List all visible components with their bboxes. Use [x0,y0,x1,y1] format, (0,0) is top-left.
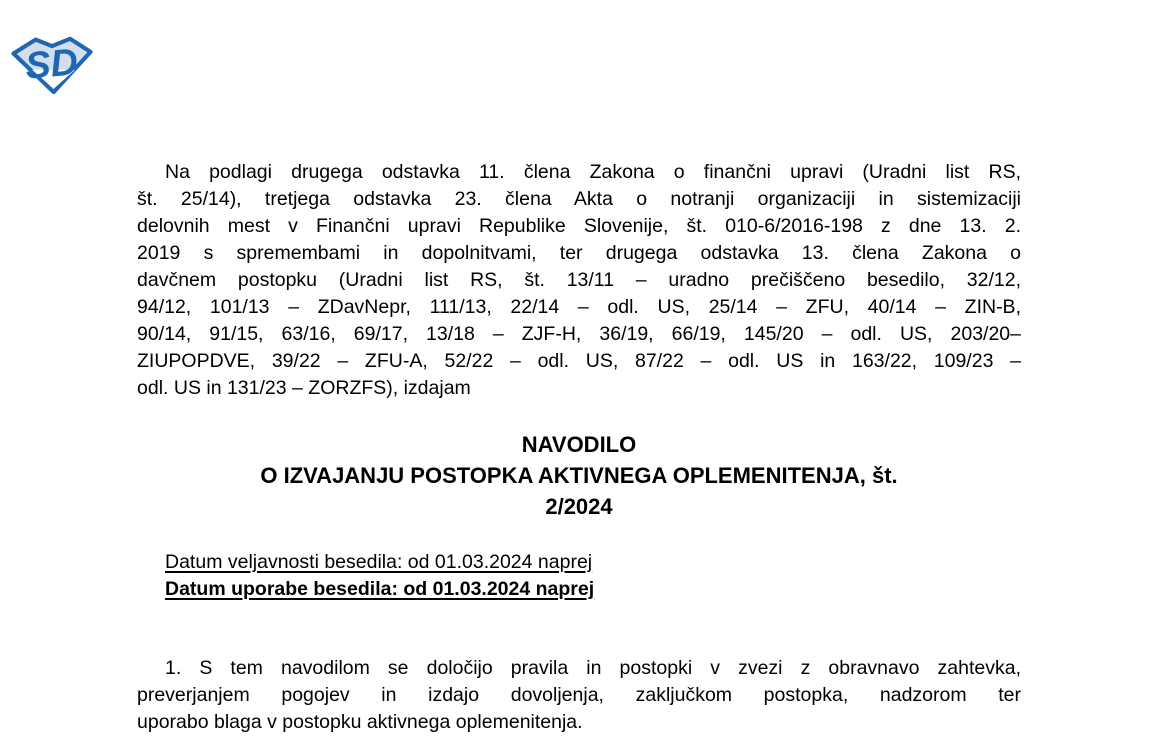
text-line: preverjanjem pogojev in izdajo dovoljenja, zaključkom postopka, nadzorom ter [137,684,1021,706]
text-line: št. 25/14), tretjega odstavka 23. člena Akta o notranji organizaciji in sistemizaciji [137,188,1021,210]
title-line: NAVODILO [521,432,637,457]
sd-logo-icon [11,36,93,94]
logo-letters: SD [23,40,80,87]
text-line: 94/12, 101/13 – ZDavNepr, 111/13, 22/14 – odl. US, 25/14 – ZFU, 40/14 – ZIN-B, [137,296,1021,318]
document-body [137,159,1021,736]
title-line: O IZVAJANJU POSTOPKA AKTIVNEGA OPLEMENITENJA, št. [260,463,898,488]
text-line: davčnem postopku (Uradni list RS, št. 13/11 – uradno prečiščeno besedilo, 32/12, [137,269,1021,291]
section-1-paragraph [137,655,1021,736]
validity-dates [165,549,1021,603]
text-line: 1. S tem navodilom se določijo pravila in postopki v zvezi z obravnavo zahtevka, [165,657,1021,679]
text-line: odl. US in 131/23 – ZORZFS), izdajam [137,377,471,399]
text-line: Na podlagi drugega odstavka 11. člena Zakona o finančni upravi (Uradni list RS, [165,161,1021,183]
document-title [137,429,1021,522]
text-line: delovnih mest v Finančni upravi Republike Slovenije, št. 010-6/2016-198 z dne 13. 2. [137,215,1021,237]
usage-date-line: Datum uporabe besedila: od 01.03.2024 naprej [165,578,595,600]
title-line: 2/2024 [545,494,613,519]
text-line: 2019 s spremembami in dopolnitvami, ter drugega odstavka 13. člena Zakona o [137,242,1021,264]
text-line: uporabo blaga v postopku aktivnega oplemenitenja. [137,711,583,733]
intro-paragraph [137,159,1021,402]
text-line: 90/14, 91/15, 63/16, 69/17, 13/18 – ZJF-H, 36/19, 66/19, 145/20 – odl. US, 203/20– [137,323,1021,345]
validity-date-line: Datum veljavnosti besedila: od 01.03.2024 naprej [165,551,593,573]
text-line: ZIUPOPDVE, 39/22 – ZFU-A, 52/22 – odl. US, 87/22 – odl. US in 163/22, 109/23 – [137,350,1021,372]
